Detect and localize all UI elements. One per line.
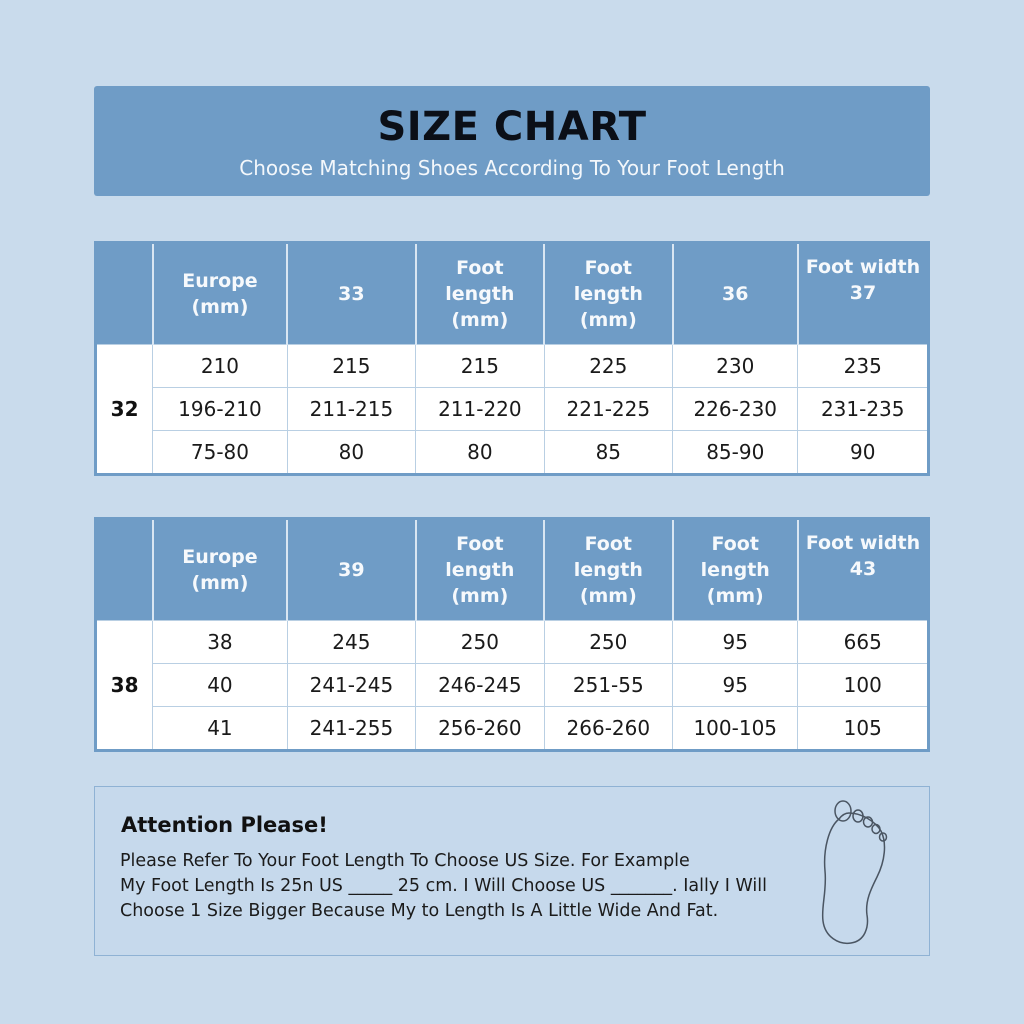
header-cell: Foot length (mm) [544, 243, 672, 345]
table-header-row [96, 243, 929, 345]
table-cell: 211-215 [287, 388, 415, 431]
table-cell: 38 [153, 621, 287, 664]
table-cell: 41 [153, 707, 287, 751]
table-cell: 80 [416, 431, 544, 475]
attention-box [94, 786, 930, 956]
table-cell: 80 [287, 431, 415, 475]
row-label: 32 [96, 345, 153, 475]
table-cell: 100-105 [673, 707, 798, 751]
table-cell: 241-245 [287, 664, 415, 707]
table-cell: 251-55 [544, 664, 672, 707]
table-cell: 250 [416, 621, 544, 664]
page-title: SIZE CHART [377, 104, 647, 150]
table-cell: 85 [544, 431, 672, 475]
header-cell [96, 243, 153, 345]
table-cell: 85-90 [673, 431, 798, 475]
table-cell: 211-220 [416, 388, 544, 431]
table-cell: 215 [287, 345, 415, 388]
header-cell: Foot length (mm) [673, 519, 798, 621]
table-row [96, 388, 929, 431]
table-cell: 225 [544, 345, 672, 388]
table-cell: 75-80 [153, 431, 287, 475]
header-cell: Foot length (mm) [416, 243, 544, 345]
header-cell: 39 [287, 519, 415, 621]
header-cell: Europe (mm) [153, 243, 287, 345]
foot-outline-icon [811, 797, 901, 947]
table-cell: 235 [798, 345, 929, 388]
table-row [96, 664, 929, 707]
table-cell: 105 [798, 707, 929, 751]
table-row [96, 621, 929, 664]
header-cell: Europe (mm) [153, 519, 287, 621]
attention-line: Please Refer To Your Foot Length To Choose US Size. For Example [120, 851, 690, 871]
header-cell: Foot length (mm) [416, 519, 544, 621]
table-cell: 215 [416, 345, 544, 388]
table-cell: 230 [673, 345, 798, 388]
table-cell: 40 [153, 664, 287, 707]
table-cell: 256-260 [416, 707, 544, 751]
size-chart-header [94, 86, 930, 196]
size-table-2 [94, 517, 930, 752]
header-cell: Foot width 37 [798, 243, 929, 345]
row-label: 38 [96, 621, 153, 751]
table-cell: 231-235 [798, 388, 929, 431]
attention-line: My Foot Length Is 25n US _____ 25 cm. I Will Choose US _______. Ially I Will [120, 876, 767, 896]
header-cell: 33 [287, 243, 415, 345]
table-cell: 266-260 [544, 707, 672, 751]
table-cell: 246-245 [416, 664, 544, 707]
table-cell: 90 [798, 431, 929, 475]
table-cell: 250 [544, 621, 672, 664]
attention-title: Attention Please! [121, 813, 328, 837]
table-cell: 95 [673, 664, 798, 707]
table-row [96, 431, 929, 475]
size-table-1 [94, 241, 930, 476]
table-cell: 210 [153, 345, 287, 388]
attention-line: Choose 1 Size Bigger Because My to Length Is A Little Wide And Fat. [120, 901, 719, 921]
table-cell: 245 [287, 621, 415, 664]
header-cell: 36 [673, 243, 798, 345]
header-cell [96, 519, 153, 621]
table-cell: 221-225 [544, 388, 672, 431]
page-subtitle: Choose Matching Shoes According To Your Foot Length [239, 156, 785, 180]
table-cell: 226-230 [673, 388, 798, 431]
table-cell: 665 [798, 621, 929, 664]
table-cell: 95 [673, 621, 798, 664]
table-row [96, 707, 929, 751]
table-cell: 100 [798, 664, 929, 707]
table-cell: 241-255 [287, 707, 415, 751]
table-row [96, 345, 929, 388]
table-header-row [96, 519, 929, 621]
header-cell: Foot width 43 [798, 519, 929, 621]
header-cell: Foot length (mm) [544, 519, 672, 621]
table-cell: 196-210 [153, 388, 287, 431]
